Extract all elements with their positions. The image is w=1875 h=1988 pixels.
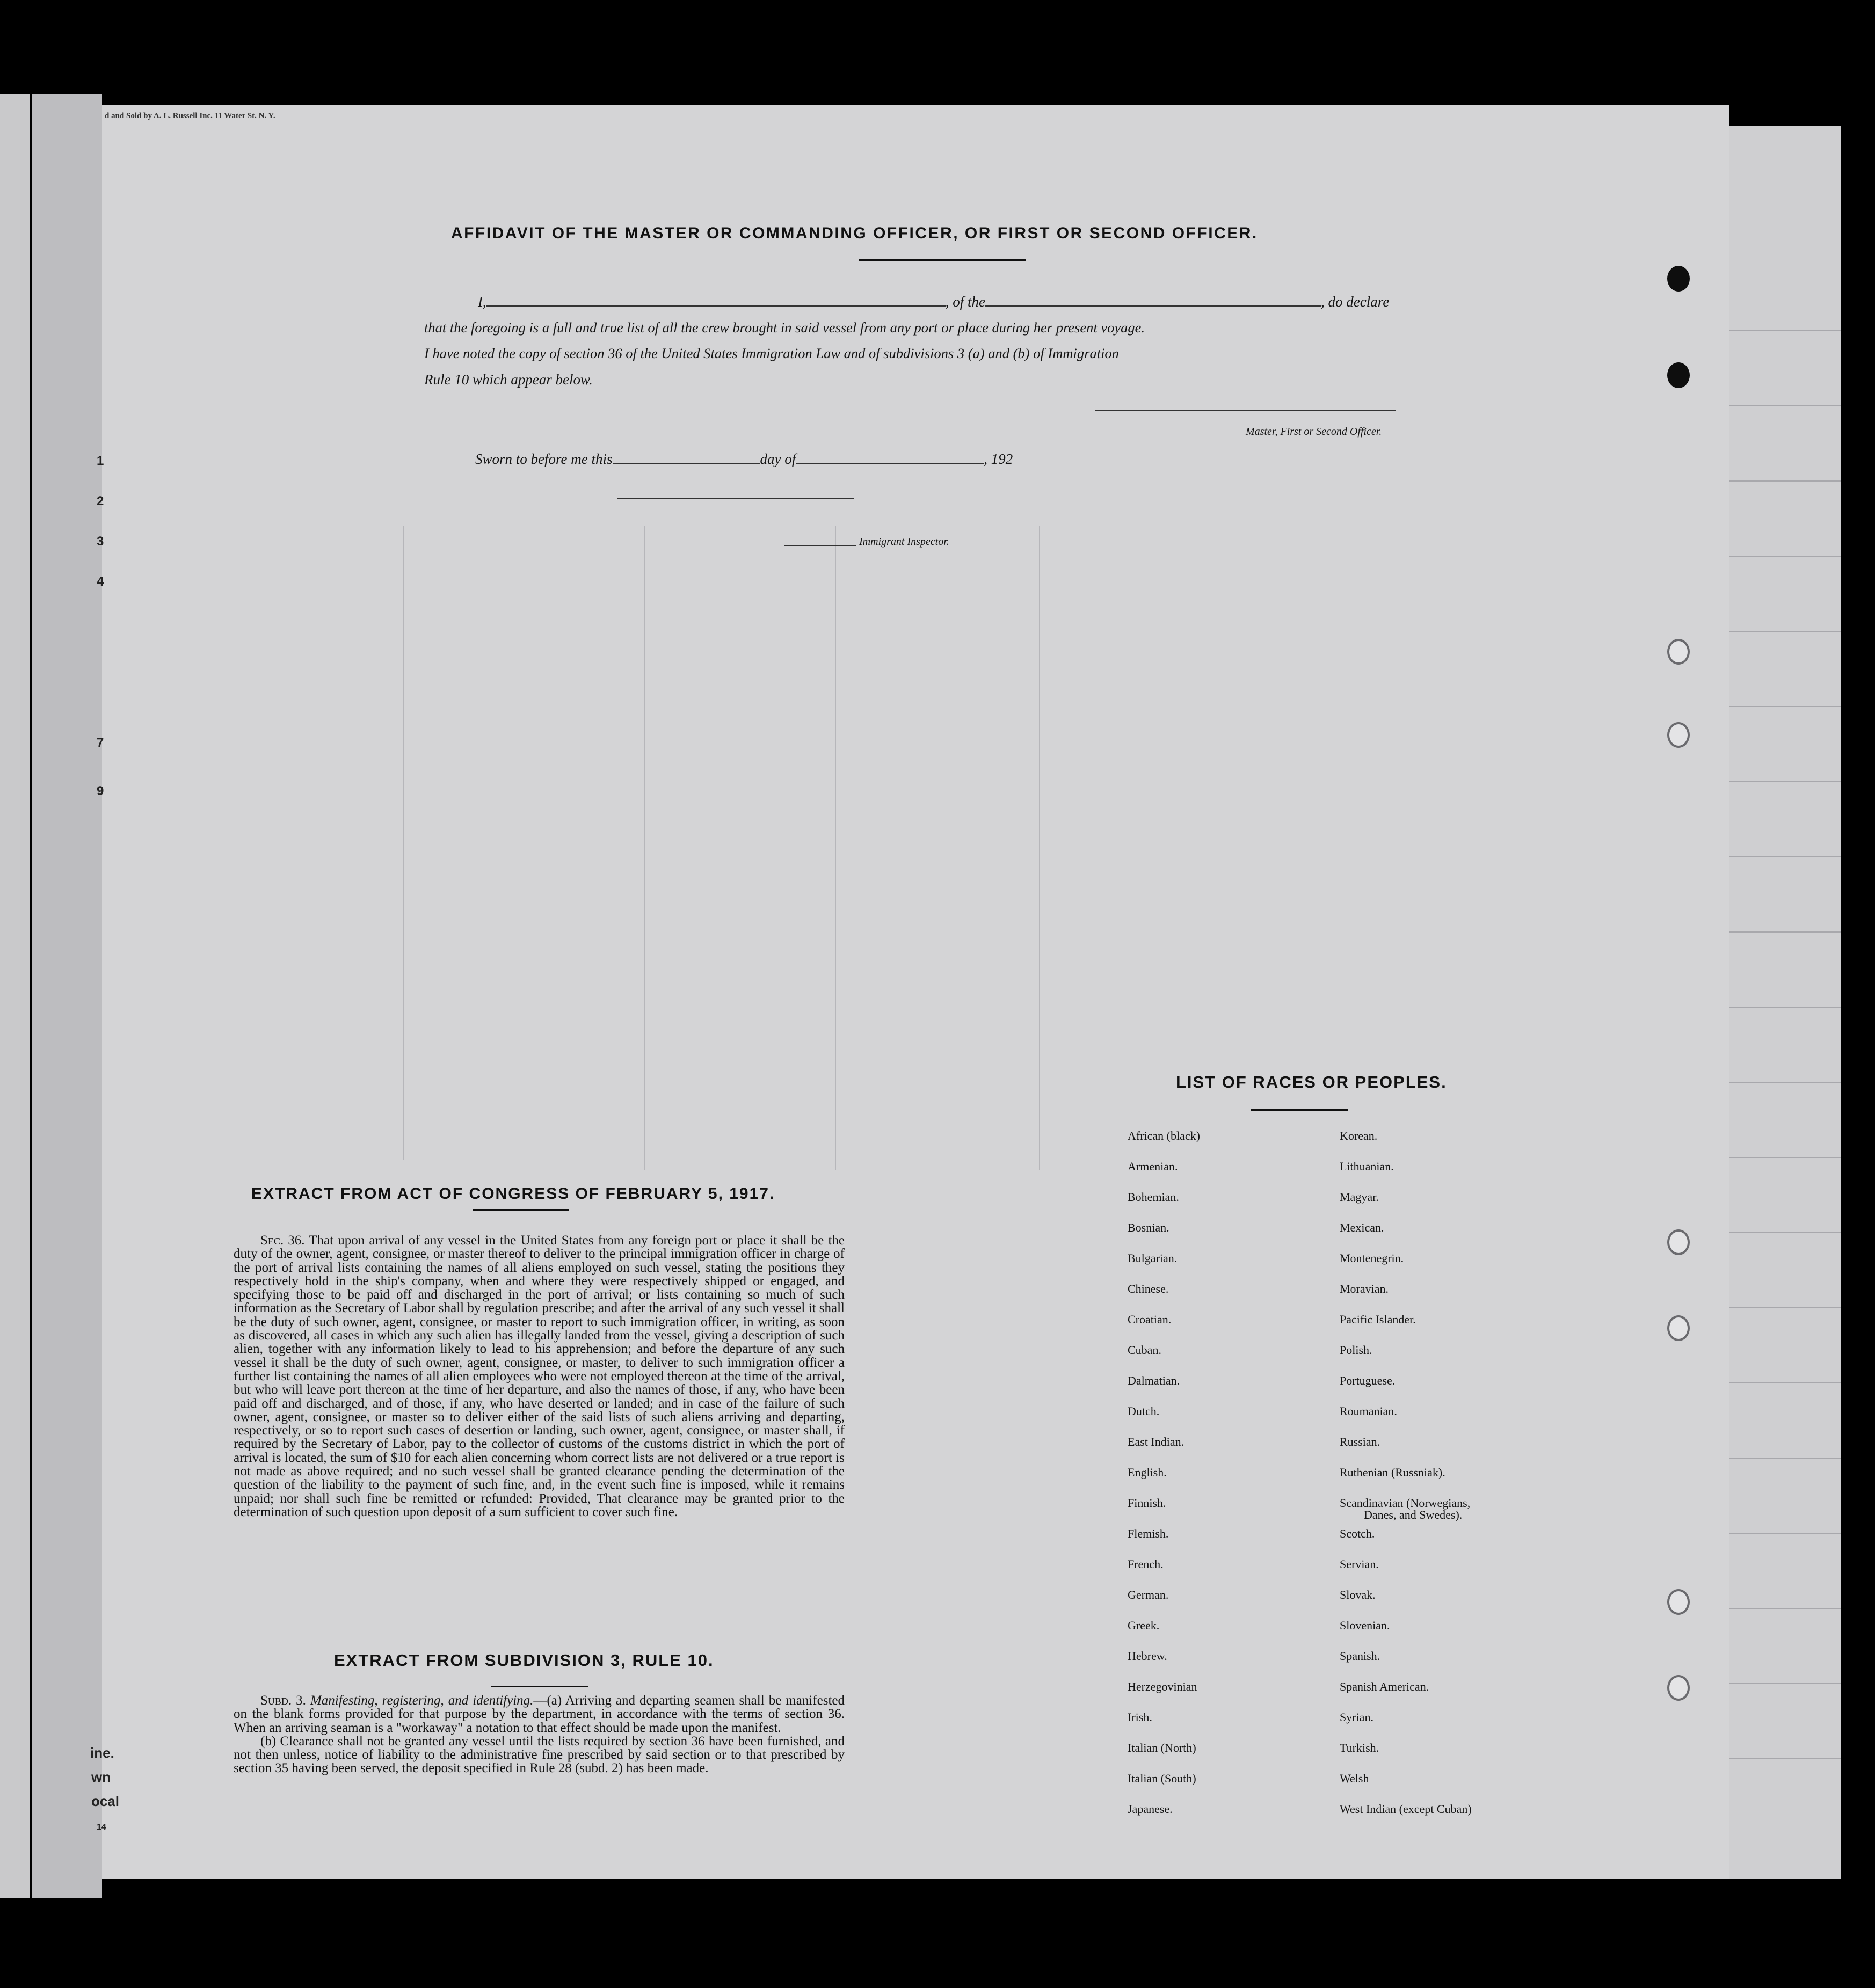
race-item: Turkish. — [1340, 1741, 1379, 1754]
master-signature-caption: Master, First or Second Officer. — [1246, 426, 1382, 438]
subdivision-para-a — [234, 1694, 845, 1735]
race-item: Bulgarian. — [1128, 1251, 1178, 1265]
show-through-column-line — [403, 526, 404, 1160]
inspector-signature-line[interactable] — [617, 497, 854, 499]
day-of-label: day of — [760, 451, 796, 467]
master-signature-line[interactable] — [1095, 409, 1396, 411]
race-item: Danes, and Swedes). — [1364, 1508, 1463, 1521]
day-field[interactable] — [613, 450, 760, 464]
show-through-column-line — [1039, 526, 1040, 1170]
race-item: Hebrew. — [1128, 1649, 1167, 1663]
race-item: Croatian. — [1128, 1313, 1172, 1326]
race-item: Scotch. — [1340, 1527, 1375, 1540]
race-item: West Indian (except Cuban) — [1340, 1802, 1472, 1816]
punch-hole — [1667, 362, 1690, 388]
race-item: German. — [1128, 1588, 1169, 1601]
race-item: Roumanian. — [1340, 1404, 1397, 1418]
race-item: Pacific Islander. — [1340, 1313, 1416, 1326]
race-item: Greek. — [1128, 1619, 1160, 1632]
race-item: Slovak. — [1340, 1588, 1376, 1601]
act-extract-title: EXTRACT FROM ACT OF CONGRESS OF FEBRUARY 5, 1917. — [251, 1185, 775, 1203]
race-item: Spanish. — [1340, 1649, 1380, 1663]
inspector-short-line — [784, 544, 856, 546]
margin-fragment: ine. — [90, 1745, 114, 1761]
race-item: Slovenian. — [1340, 1619, 1390, 1632]
year-label: , 192 — [984, 451, 1013, 467]
left-page-margin — [32, 94, 102, 1898]
race-item: Magyar. — [1340, 1190, 1379, 1204]
vessel-field[interactable] — [985, 293, 1321, 307]
rule-title-rule — [491, 1686, 588, 1687]
race-item: Italian (South) — [1128, 1772, 1196, 1785]
margin-number: 4 — [97, 574, 104, 589]
race-item: Korean. — [1340, 1129, 1378, 1142]
race-item: Welsh — [1340, 1772, 1369, 1785]
show-through-column-line — [835, 526, 836, 1170]
name-field[interactable] — [486, 293, 946, 307]
i-label: I, — [478, 294, 486, 310]
race-item: Bohemian. — [1128, 1190, 1179, 1204]
race-item: Finnish. — [1128, 1496, 1166, 1510]
punch-hole — [1667, 1315, 1690, 1341]
punch-hole — [1667, 1589, 1690, 1615]
race-item: Servian. — [1340, 1557, 1379, 1571]
race-item: Polish. — [1340, 1343, 1372, 1357]
race-item: Bosnian. — [1128, 1221, 1169, 1234]
declaration-line-1 — [478, 293, 1389, 310]
margin-number: 2 — [97, 494, 104, 508]
race-item: Italian (North) — [1128, 1741, 1196, 1754]
race-item: African (black) — [1128, 1129, 1200, 1142]
punch-hole — [1667, 1229, 1690, 1255]
race-item: Flemish. — [1128, 1527, 1169, 1540]
race-item: Montenegrin. — [1340, 1251, 1404, 1265]
printer-imprint: d and Sold by A. L. Russell Inc. 11 Water St. N. Y. — [105, 112, 275, 120]
title-rule — [859, 259, 1026, 261]
subdivision-para-b: (b) Clearance shall not be granted any vessel until the lists required by section 36 have been furnished, and not then unless, notice of liability to the administrative fine prescribed by said section or to that prescribed by section 35 having been served, the deposit specified in Rule 28 (subd. 2) has been made. — [234, 1734, 845, 1776]
underlying-page-strip — [1726, 126, 1841, 1879]
section-label: Sec. 36. — [260, 1233, 305, 1248]
margin-fragment: wn — [91, 1769, 111, 1785]
race-item: Syrian. — [1340, 1710, 1373, 1724]
do-declare-label: , do declare — [1321, 294, 1390, 310]
races-title-rule — [1251, 1109, 1348, 1111]
margin-fragment: ocal — [91, 1793, 120, 1809]
punch-hole — [1667, 266, 1690, 292]
subdivision-heading: Manifesting, registering, and identifying. — [310, 1693, 534, 1708]
subdivision-label: Subd. 3. — [260, 1693, 306, 1708]
inspector-caption: Immigrant Inspector. — [859, 536, 949, 548]
race-item: Moravian. — [1340, 1282, 1389, 1295]
races-title: LIST OF RACES OR PEOPLES. — [1176, 1073, 1447, 1091]
race-item: French. — [1128, 1557, 1164, 1571]
declaration-line-4: Rule 10 which appear below. — [424, 372, 593, 388]
race-item: Spanish American. — [1340, 1680, 1429, 1693]
margin-number: 9 — [97, 784, 104, 798]
subdivision-3-text — [234, 1694, 845, 1775]
rule-extract-title: EXTRACT FROM SUBDIVISION 3, RULE 10. — [334, 1651, 714, 1670]
of-the-label: , of the — [945, 294, 985, 310]
margin-fragment: 14 — [97, 1823, 106, 1832]
race-item: Portuguese. — [1340, 1374, 1396, 1387]
race-item: Cuban. — [1128, 1343, 1161, 1357]
section-body: That upon arrival of any vessel in the United States from any foreign port or place it shall be the duty of the owner, agent, consignee, or master thereof to deliver to the principal immigration officer in charge of the port of arrival lists containing the names of all aliens employed on such vessel, stating the positions they respectively hold in the ship's company, when and where they were respectively shipped or engaged, and specifying those to be paid off and discharged in the port of arrival; or lists containing so much of such information as the Secretary of Labor shall by regulation prescribe; and after the arrival of any such vessel it shall be the duty of such owner, agent, consignee, or master to report to such immigration officer, in writing, as soon as discovered, all cases in which any such alien has illegally landed from the vessel, giving a description of such alien, together with any information likely to lead to his apprehension; and before the departure of any such vessel it shall be the duty of such owner, agent, consignee, or master, to deliver to such immigration officer a further list containing the names of all alien employees who were not employed thereon at the time of the arrival, but who will leave port thereon at the time of her departure, and also the names of those, if any, who have been paid off and discharged, and of those, if any, who have deserted or landed; and in case of the failure of such owner, agent, consignee, or master so to deliver either of the said lists of such aliens arriving and departing, respectively, or so to report such cases of desertion or landing, such owner, agent, consignee, or master shall, if required by the Secretary of Labor, pay to the collector of customs of the customs district in which the port of arrival is located, the sum of $10 for each alien concerning whom correct lists are not delivered or a true report is not made as above required; and no such vessel shall be granted clearance pending the determination of the question of the liability to the payment of such fine, and, in the event such fine is imposed, while it remains unpaid; nor shall such fine be remitted or refunded: Provided, That clearance may be granted prior to the determination of such question upon deposit of a sum sufficient to cover such fine. — [234, 1233, 845, 1519]
race-item: Scandinavian (Norwegians, — [1340, 1496, 1471, 1510]
affidavit-title: AFFIDAVIT OF THE MASTER OR COMMANDING OFFICER, OR FIRST OR SECOND OFFICER. — [451, 224, 1258, 242]
act-title-rule — [473, 1209, 569, 1211]
race-item: Mexican. — [1340, 1221, 1384, 1234]
month-field[interactable] — [796, 450, 984, 464]
para-a-text: —(a) Arriving and departing seamen shall be manifested on the blank forms provided for that purpose by the department, in accordance with the terms of section 36. When an arriving seaman is a "workaway" a notation to that effect should be made upon the manifest. — [234, 1693, 845, 1735]
race-item: Dalmatian. — [1128, 1374, 1180, 1387]
punch-hole — [1667, 639, 1690, 665]
punch-hole — [1667, 1675, 1690, 1701]
race-item: Japanese. — [1128, 1802, 1173, 1816]
race-item: Irish. — [1128, 1710, 1152, 1724]
margin-number: 1 — [97, 454, 104, 468]
margin-number: 7 — [97, 736, 104, 750]
left-adjacent-page-edge — [0, 94, 30, 1898]
race-item: Ruthenian (Russniak). — [1340, 1466, 1445, 1479]
sworn-line — [475, 450, 1013, 468]
punch-hole — [1667, 722, 1690, 748]
race-item: East Indian. — [1128, 1435, 1184, 1448]
sworn-label: Sworn to before me this — [475, 451, 613, 467]
race-item: Herzegovinian — [1128, 1680, 1197, 1693]
margin-number: 3 — [97, 534, 104, 549]
race-item: Russian. — [1340, 1435, 1380, 1448]
race-item: Dutch. — [1128, 1404, 1160, 1418]
race-item: Armenian. — [1128, 1160, 1178, 1173]
race-item: Lithuanian. — [1340, 1160, 1394, 1173]
document-page — [102, 105, 1729, 1879]
declaration-line-2: that the foregoing is a full and true list of all the crew brought in said vessel from any port or place during her present voyage. — [424, 319, 1145, 336]
race-item: English. — [1128, 1466, 1167, 1479]
race-item: Chinese. — [1128, 1282, 1169, 1295]
section-36-text — [234, 1234, 845, 1519]
declaration-line-3: I have noted the copy of section 36 of the United States Immigration Law and of subdivisions 3 (a) and (b) of Immigration — [424, 345, 1119, 361]
show-through-column-line — [644, 526, 645, 1170]
